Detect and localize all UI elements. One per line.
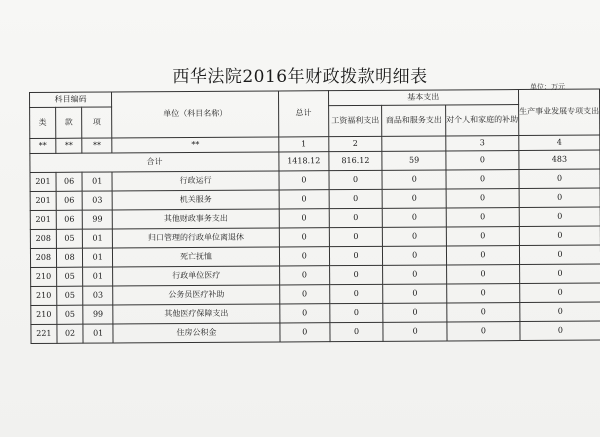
- row-xiang: 01: [83, 267, 113, 286]
- index-total: 1: [279, 137, 329, 152]
- row-personal: 0: [447, 322, 520, 341]
- total-header: 总计: [279, 91, 329, 137]
- row-salary: 0: [329, 227, 383, 246]
- row-kuan: 02: [57, 324, 84, 343]
- row-name: 行政运行: [112, 171, 279, 191]
- row-project: 0: [520, 264, 600, 283]
- row-xiang: 99: [83, 305, 113, 324]
- row-xiang: 01: [83, 229, 113, 248]
- row-goods: 0: [383, 265, 447, 284]
- total-personal: 0: [446, 151, 519, 170]
- index-kuan: **: [56, 138, 83, 153]
- row-kuan: 06: [56, 172, 83, 191]
- page-title: 西华法院2016年财政拨款明细表: [172, 67, 428, 87]
- row-lei: 210: [31, 305, 57, 324]
- row-personal: 0: [446, 189, 519, 208]
- row-kuan: 05: [56, 267, 83, 286]
- row-project: 0: [519, 245, 600, 264]
- row-personal: 0: [446, 208, 519, 227]
- row-total: 0: [279, 190, 329, 209]
- row-total: 0: [279, 228, 329, 247]
- row-lei: 201: [30, 191, 56, 210]
- row-project: 0: [520, 302, 600, 321]
- row-goods: 0: [383, 246, 447, 265]
- row-total: 0: [279, 171, 329, 190]
- lei-header: 类: [30, 107, 56, 138]
- row-goods: 0: [383, 303, 447, 322]
- row-salary: 0: [329, 170, 383, 189]
- total-goods: 59: [382, 151, 446, 170]
- row-project: 0: [519, 226, 600, 245]
- index-salary: 2: [328, 136, 382, 151]
- index-xiang: **: [82, 138, 112, 153]
- row-xiang: 01: [83, 324, 113, 343]
- row-personal: 0: [447, 284, 520, 303]
- row-name: 行政单位医疗: [113, 266, 280, 286]
- row-kuan: 08: [56, 248, 83, 267]
- row-goods: 0: [382, 170, 446, 189]
- row-goods: 0: [383, 322, 447, 341]
- row-xiang: 01: [82, 172, 112, 191]
- row-lei: 208: [30, 248, 56, 267]
- row-kuan: 05: [56, 229, 83, 248]
- row-salary: 0: [329, 284, 383, 303]
- appropriation-table: [29, 89, 600, 344]
- row-total: 0: [280, 323, 330, 342]
- row-project: 0: [519, 188, 600, 207]
- row-project: 0: [520, 321, 600, 340]
- table-row: [31, 321, 600, 343]
- row-personal: 0: [447, 265, 520, 284]
- row-lei: 210: [31, 267, 57, 286]
- project-expense-header: 生产事业发展专项支出: [518, 89, 599, 135]
- row-salary: 0: [329, 322, 383, 341]
- row-project: 0: [520, 283, 600, 302]
- row-name: 公务员医疗补助: [113, 285, 280, 305]
- row-personal: 0: [446, 227, 519, 246]
- row-salary: 0: [329, 208, 383, 227]
- total-salary: 816.12: [328, 151, 382, 170]
- row-personal: 0: [446, 246, 519, 265]
- row-xiang: 01: [83, 248, 113, 267]
- row-name: 死亡抚恤: [113, 247, 280, 267]
- row-total: 0: [280, 247, 330, 266]
- unit-name-header: 单位（科目名称）: [112, 91, 279, 138]
- table-body: [30, 89, 600, 343]
- index-goods: [382, 136, 446, 151]
- row-goods: 0: [383, 284, 447, 303]
- row-total: 0: [279, 209, 329, 228]
- row-name: 机关服务: [112, 190, 279, 210]
- index-project: 4: [519, 135, 600, 150]
- salary-header: 工资福利支出: [328, 105, 382, 136]
- row-lei: 201: [30, 210, 56, 229]
- basic-expense-header: 基本支出: [328, 90, 518, 106]
- index-personal: 3: [446, 136, 519, 151]
- row-xiang: 03: [82, 191, 112, 210]
- row-name: 其他医疗保障支出: [113, 304, 280, 324]
- index-lei: **: [30, 138, 56, 153]
- row-kuan: 05: [57, 286, 84, 305]
- row-goods: 0: [383, 227, 447, 246]
- row-total: 0: [280, 266, 330, 285]
- total-value: 1418.12: [279, 152, 329, 171]
- row-salary: 0: [329, 303, 383, 322]
- total-label: 合计: [30, 152, 279, 173]
- index-name: **: [112, 137, 279, 153]
- row-personal: 0: [447, 303, 520, 322]
- kuan-header: 款: [55, 107, 82, 138]
- row-name: 其他财政事务支出: [112, 209, 279, 229]
- row-salary: 0: [329, 246, 383, 265]
- row-personal: 0: [446, 170, 519, 189]
- row-lei: 210: [31, 286, 57, 305]
- row-total: 0: [280, 285, 330, 304]
- goods-header: 商品和服务支出: [382, 105, 446, 136]
- row-lei: 208: [30, 229, 56, 248]
- subject-code-header: 科目编码: [30, 92, 112, 108]
- row-goods: 0: [383, 189, 447, 208]
- row-kuan: 05: [57, 305, 84, 324]
- row-salary: 0: [329, 265, 383, 284]
- xiang-header: 项: [82, 107, 112, 138]
- row-name: 归口管理的行政单位离退休: [112, 228, 279, 248]
- row-lei: 221: [31, 324, 57, 343]
- row-salary: 0: [329, 189, 383, 208]
- personal-header: 对个人和家庭的补助: [446, 105, 519, 136]
- row-kuan: 06: [56, 210, 83, 229]
- row-name: 住房公积金: [113, 323, 280, 343]
- row-total: 0: [280, 304, 330, 323]
- row-goods: 0: [383, 208, 447, 227]
- row-lei: 201: [30, 172, 56, 191]
- row-xiang: 03: [83, 286, 113, 305]
- row-xiang: 99: [83, 210, 113, 229]
- total-project: 483: [519, 150, 600, 169]
- row-project: 0: [519, 207, 600, 226]
- unit-label: 单位：万元: [530, 83, 565, 91]
- row-kuan: 06: [56, 191, 83, 210]
- row-project: 0: [519, 169, 600, 188]
